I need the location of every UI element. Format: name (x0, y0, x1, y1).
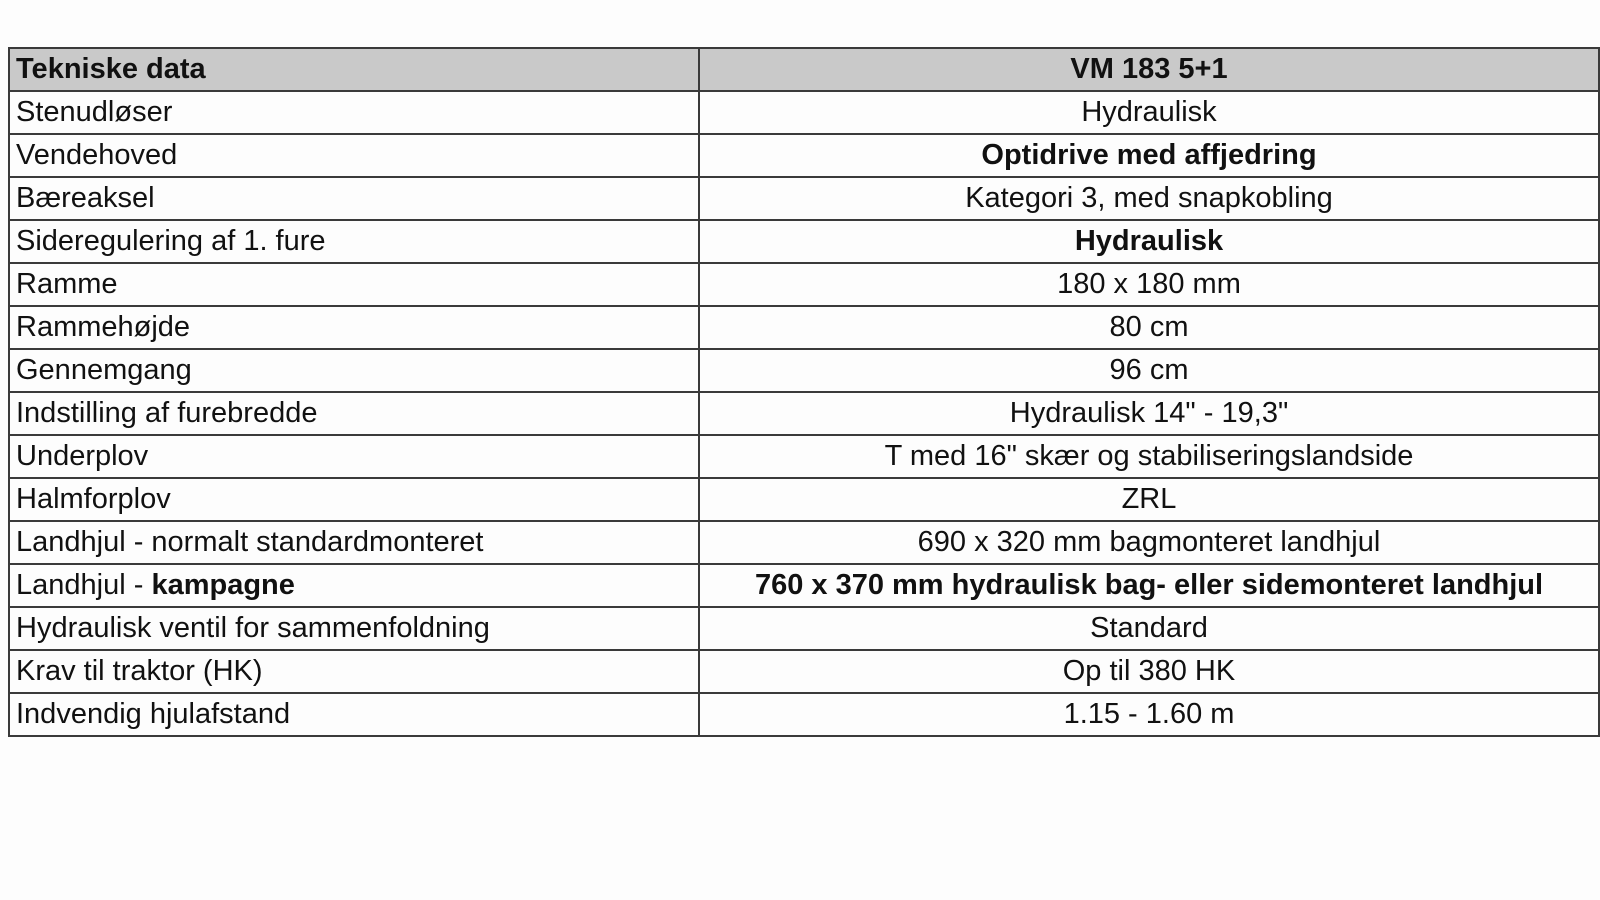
table-row (9, 693, 1599, 736)
spec-label (9, 91, 699, 134)
spec-label (9, 177, 699, 220)
table-row (9, 607, 1599, 650)
spec-sheet (8, 47, 1598, 737)
spec-label-text: Vendehoved (16, 139, 178, 171)
header-tekniske-data: Tekniske data (9, 48, 699, 91)
header-model: VM 183 5+1 (699, 48, 1599, 91)
spec-label (9, 693, 699, 736)
spec-label (9, 263, 699, 306)
spec-label-text: Krav til traktor (HK) (16, 655, 263, 687)
spec-label (9, 306, 699, 349)
table-row (9, 564, 1599, 607)
table-row (9, 91, 1599, 134)
spec-value: 690 x 320 mm bagmonteret landhjul (699, 521, 1599, 564)
table-header-row (9, 48, 1599, 91)
technical-data-table (8, 47, 1600, 737)
spec-label-text: Indvendig hjulafstand (16, 698, 291, 730)
spec-label-text: Stenudløser (16, 96, 173, 128)
spec-value: 180 x 180 mm (699, 263, 1599, 306)
spec-label-text: Sideregulering af 1. fure (16, 225, 326, 257)
table-row (9, 349, 1599, 392)
table-row (9, 306, 1599, 349)
spec-label (9, 134, 699, 177)
spec-label (9, 607, 699, 650)
spec-value: T med 16" skær og stabiliseringslandside (699, 435, 1599, 478)
spec-label (9, 478, 699, 521)
spec-label-text: Indstilling af furebredde (16, 397, 318, 429)
spec-value: Op til 380 HK (699, 650, 1599, 693)
spec-value: ZRL (699, 478, 1599, 521)
spec-label (9, 521, 699, 564)
spec-value: Hydraulisk (699, 91, 1599, 134)
spec-value: 80 cm (699, 306, 1599, 349)
table-row (9, 177, 1599, 220)
spec-label-text: Halmforplov (16, 483, 171, 515)
spec-value: 96 cm (699, 349, 1599, 392)
spec-label (9, 564, 699, 607)
spec-label (9, 220, 699, 263)
spec-value: Optidrive med affjedring (699, 134, 1599, 177)
table-row (9, 220, 1599, 263)
spec-label-text: Rammehøjde (16, 311, 191, 343)
spec-label-text: Ramme (16, 268, 118, 300)
spec-label-text: Landhjul - (16, 569, 152, 601)
table-row (9, 435, 1599, 478)
spec-label-text: Underplov (16, 440, 149, 472)
table-row (9, 650, 1599, 693)
table-row (9, 478, 1599, 521)
table-body (9, 91, 1599, 736)
spec-label-text: Gennemgang (16, 354, 192, 386)
spec-label (9, 392, 699, 435)
spec-label-bold-suffix: kampagne (151, 569, 295, 601)
spec-value: 760 x 370 mm hydraulisk bag- eller sidemonteret landhjul (699, 564, 1599, 607)
spec-label (9, 650, 699, 693)
table-row (9, 521, 1599, 564)
spec-value: Hydraulisk (699, 220, 1599, 263)
spec-value: Standard (699, 607, 1599, 650)
table-row (9, 392, 1599, 435)
spec-label (9, 435, 699, 478)
spec-value: 1.15 - 1.60 m (699, 693, 1599, 736)
spec-label-text: Hydraulisk ventil for sammenfoldning (16, 612, 490, 644)
table-row (9, 263, 1599, 306)
spec-label (9, 349, 699, 392)
spec-value: Hydraulisk 14" - 19,3" (699, 392, 1599, 435)
spec-value: Kategori 3, med snapkobling (699, 177, 1599, 220)
spec-label-text: Landhjul - normalt standardmonteret (16, 526, 484, 558)
spec-label-text: Bæreaksel (16, 182, 155, 214)
table-row (9, 134, 1599, 177)
